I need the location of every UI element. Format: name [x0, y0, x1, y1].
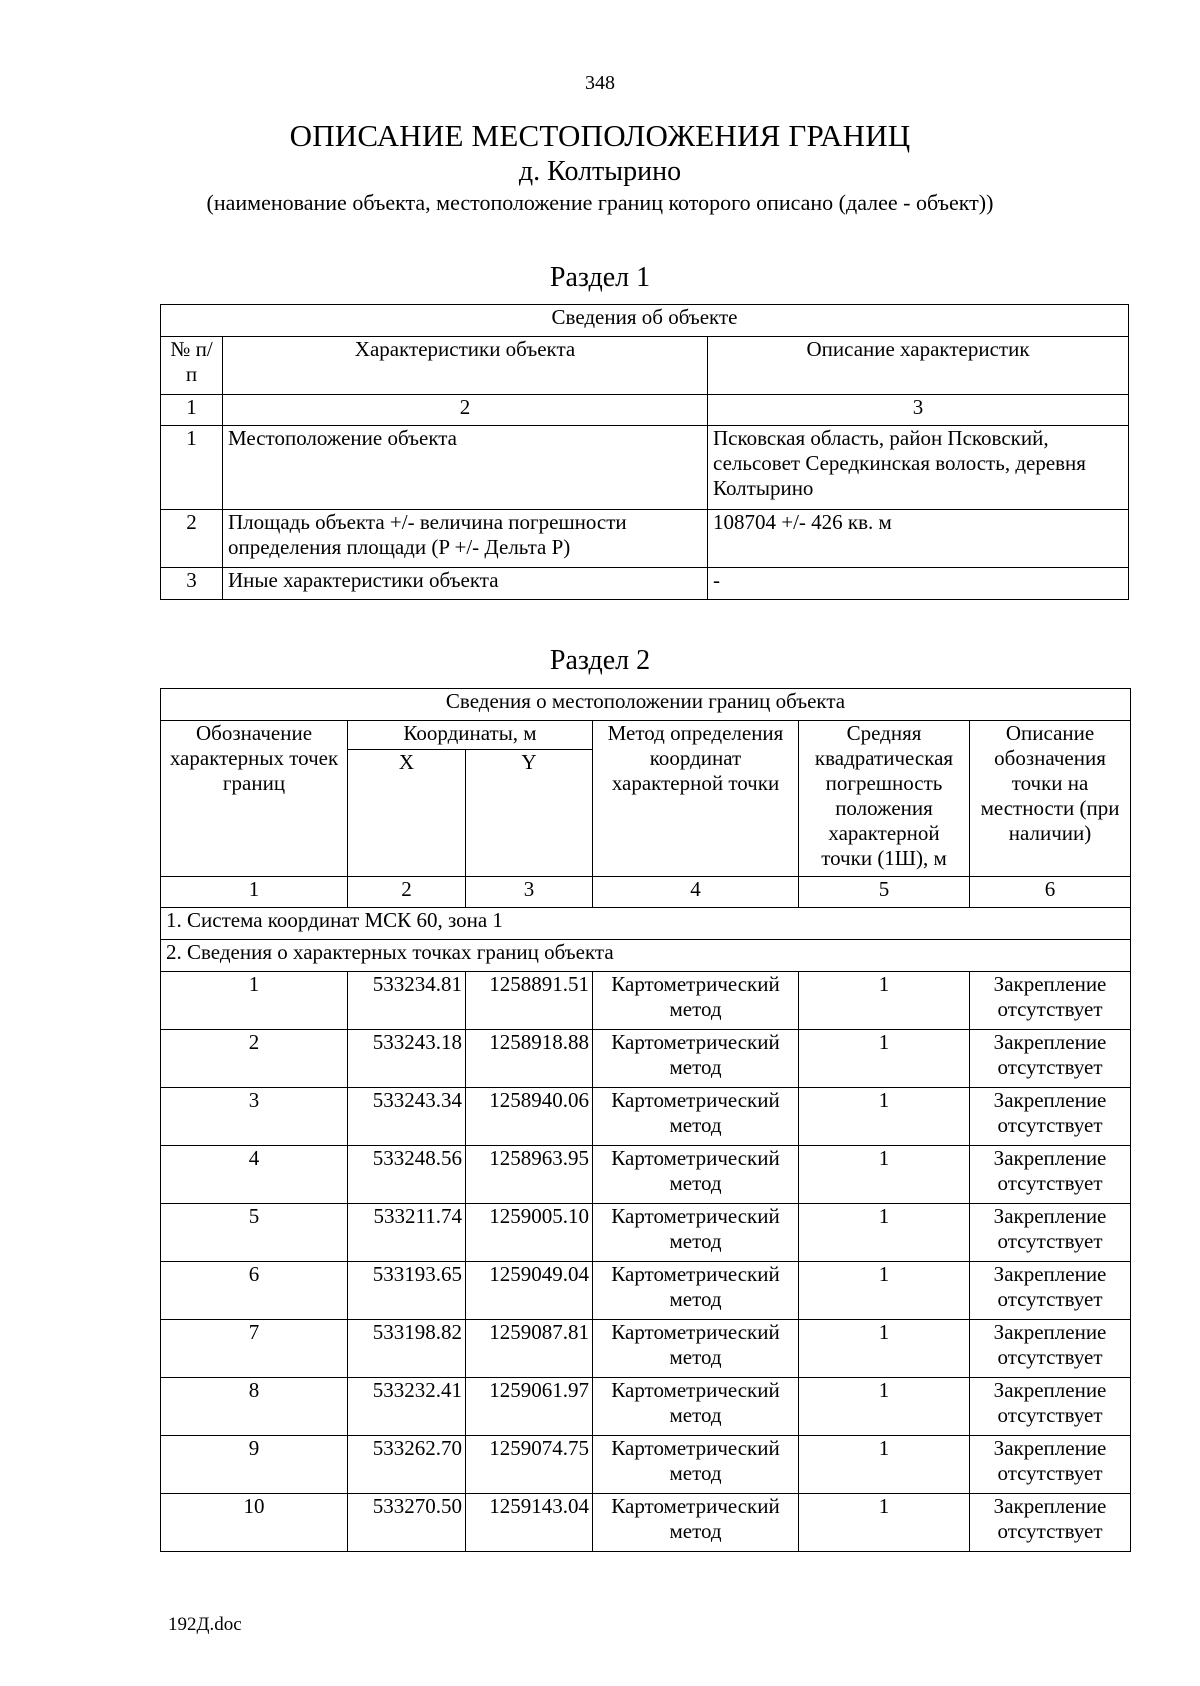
point-method: Картометрический метод: [593, 1204, 799, 1262]
object-info-table-title: Сведения об объекте: [161, 305, 1129, 337]
table-row: [161, 972, 1131, 1030]
point-x: 533248.56: [348, 1146, 466, 1204]
col-number: 2: [223, 395, 708, 426]
point-x: 533270.50: [348, 1494, 466, 1552]
point-number: 4: [161, 1146, 348, 1204]
object-note: (наименование объекта, местоположение границ которого описано (далее - объект)): [206, 190, 994, 215]
header-y: Y: [466, 750, 593, 877]
point-number: 6: [161, 1262, 348, 1320]
point-description: Закрепление отсутствует: [970, 972, 1131, 1030]
point-description: Закрепление отсутствует: [970, 1494, 1131, 1552]
point-error: 1: [799, 1030, 970, 1088]
table-row: [161, 1378, 1131, 1436]
header-method: Метод определения координат характерной точки: [593, 721, 799, 877]
col-number: 3: [466, 877, 593, 908]
point-y: 1258918.88: [466, 1030, 593, 1088]
col-number: 2: [348, 877, 466, 908]
point-error: 1: [799, 1204, 970, 1262]
coordinate-system-row: 1. Система координат МСК 60, зона 1: [161, 908, 1131, 940]
section2-heading: Раздел 2: [549, 645, 651, 676]
header-coords: Координаты, м: [348, 721, 593, 750]
point-description: Закрепление отсутствует: [970, 1378, 1131, 1436]
point-y: 1259074.75: [466, 1436, 593, 1494]
point-description: Закрепление отсутствует: [970, 1262, 1131, 1320]
col-number: 1: [161, 877, 348, 908]
point-description: Закрепление отсутствует: [970, 1204, 1131, 1262]
header-error: Средняя квадратическая погрешность положения характерной точки (1Ш), м: [799, 721, 970, 877]
header-point: Обозначение характерных точек границ: [161, 721, 348, 877]
point-x: 533198.82: [348, 1320, 466, 1378]
section1-heading: Раздел 1: [549, 262, 651, 293]
header-characteristic: Характеристики объекта: [223, 337, 708, 395]
point-x: 533211.74: [348, 1204, 466, 1262]
point-description: Закрепление отсутствует: [970, 1436, 1131, 1494]
point-error: 1: [799, 1088, 970, 1146]
table-row: [161, 1204, 1131, 1262]
header-x: X: [348, 750, 466, 877]
row-num: 3: [161, 568, 223, 600]
table-row: [161, 1088, 1131, 1146]
point-number: 3: [161, 1088, 348, 1146]
point-method: Картометрический метод: [593, 1494, 799, 1552]
boundary-points-table: [160, 688, 1131, 1552]
header-description: Описание характеристик: [708, 337, 1129, 395]
row-name: Местоположение объекта: [223, 426, 708, 510]
table-row: [161, 426, 1129, 510]
point-x: 533243.18: [348, 1030, 466, 1088]
col-number: 1: [161, 395, 223, 426]
point-x: 533193.65: [348, 1262, 466, 1320]
point-error: 1: [799, 1262, 970, 1320]
point-method: Картометрический метод: [593, 1320, 799, 1378]
point-x: 533262.70: [348, 1436, 466, 1494]
point-x: 533243.34: [348, 1088, 466, 1146]
table-row: [161, 1262, 1131, 1320]
table-row: [161, 1436, 1131, 1494]
object-name: д. Колтырино: [518, 156, 682, 187]
point-number: 10: [161, 1494, 348, 1552]
point-number: 7: [161, 1320, 348, 1378]
point-error: 1: [799, 1146, 970, 1204]
row-num: 1: [161, 426, 223, 510]
col-number: 6: [970, 877, 1131, 908]
points-section-row: 2. Сведения о характерных точках границ объекта: [161, 940, 1131, 972]
point-method: Картометрический метод: [593, 1088, 799, 1146]
point-number: 1: [161, 972, 348, 1030]
point-error: 1: [799, 972, 970, 1030]
footer-filename: 192Д.doc: [168, 1614, 242, 1635]
point-description: Закрепление отсутствует: [970, 1320, 1131, 1378]
row-name: Площадь объекта +/- величина погрешности определения площади (P +/- Дельта P): [223, 510, 708, 568]
point-error: 1: [799, 1494, 970, 1552]
table-row: [161, 568, 1129, 600]
object-info-table: [160, 304, 1129, 600]
table-row: [161, 510, 1129, 568]
row-num: 2: [161, 510, 223, 568]
row-name: Иные характеристики объекта: [223, 568, 708, 600]
point-error: 1: [799, 1436, 970, 1494]
point-method: Картометрический метод: [593, 1378, 799, 1436]
row-value: -: [708, 568, 1129, 600]
point-error: 1: [799, 1378, 970, 1436]
col-number: 3: [708, 395, 1129, 426]
header-description: Описание обозначения точки на местности (при наличии): [970, 721, 1131, 877]
point-description: Закрепление отсутствует: [970, 1088, 1131, 1146]
boundary-table-title: Сведения о местоположении границ объекта: [161, 689, 1131, 721]
point-number: 8: [161, 1378, 348, 1436]
point-y: 1259087.81: [466, 1320, 593, 1378]
point-x: 533234.81: [348, 972, 466, 1030]
point-description: Закрепление отсутствует: [970, 1030, 1131, 1088]
point-x: 533232.41: [348, 1378, 466, 1436]
col-number: 5: [799, 877, 970, 908]
point-number: 2: [161, 1030, 348, 1088]
page-number: 348: [585, 72, 615, 94]
point-y: 1258891.51: [466, 972, 593, 1030]
point-y: 1259061.97: [466, 1378, 593, 1436]
point-number: 9: [161, 1436, 348, 1494]
point-method: Картометрический метод: [593, 1436, 799, 1494]
point-method: Картометрический метод: [593, 1262, 799, 1320]
table-row: [161, 1146, 1131, 1204]
table-row: [161, 1494, 1131, 1552]
point-number: 5: [161, 1204, 348, 1262]
point-method: Картометрический метод: [593, 972, 799, 1030]
col-number: 4: [593, 877, 799, 908]
point-method: Картометрический метод: [593, 1030, 799, 1088]
row-value: Псковская область, район Псковский, сельсовет Середкинская волость, деревня Колтырино: [708, 426, 1129, 510]
point-method: Картометрический метод: [593, 1146, 799, 1204]
point-y: 1258963.95: [466, 1146, 593, 1204]
point-description: Закрепление отсутствует: [970, 1146, 1131, 1204]
header-num: № п/п: [161, 337, 223, 395]
page-title: ОПИСАНИЕ МЕСТОПОЛОЖЕНИЯ ГРАНИЦ: [289, 118, 911, 153]
table-row: [161, 1030, 1131, 1088]
point-error: 1: [799, 1320, 970, 1378]
point-y: 1258940.06: [466, 1088, 593, 1146]
point-y: 1259049.04: [466, 1262, 593, 1320]
table-row: [161, 1320, 1131, 1378]
point-y: 1259143.04: [466, 1494, 593, 1552]
point-y: 1259005.10: [466, 1204, 593, 1262]
row-value: 108704 +/- 426 кв. м: [708, 510, 1129, 568]
